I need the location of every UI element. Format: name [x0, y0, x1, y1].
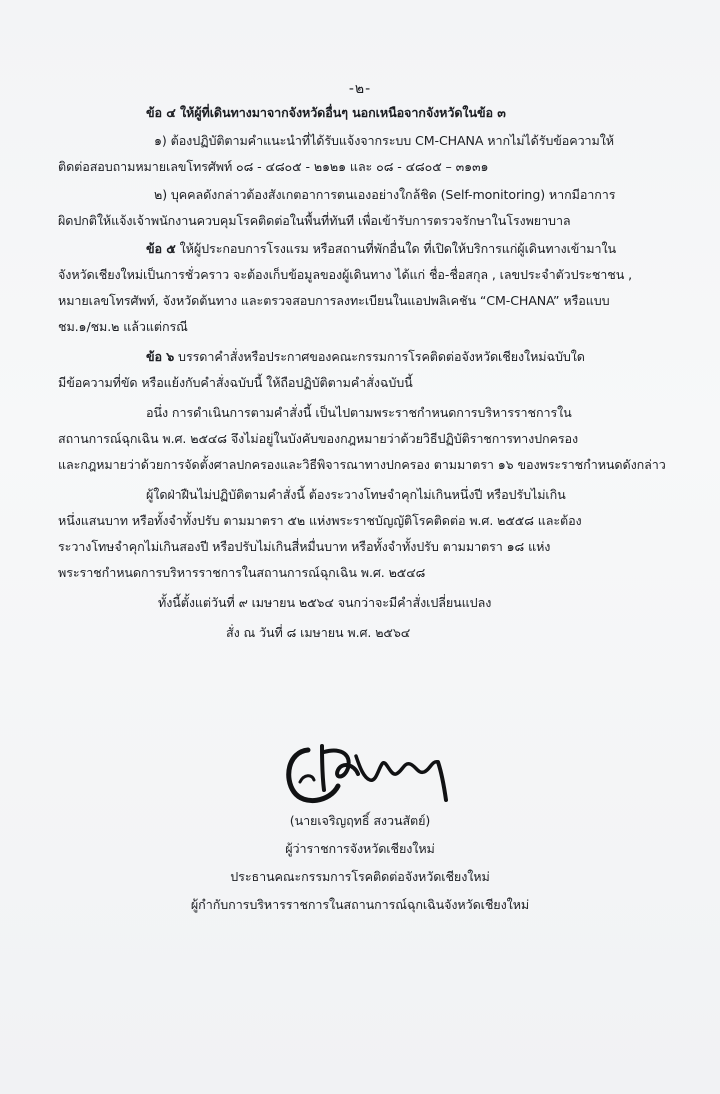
penalty-line-4: พระราชกำหนดการบริหารราชการในสถานการณ์ฉุกเฉิน พ.ศ. ๒๕๔๘	[58, 565, 426, 580]
order-date: สั่ง ณ วันที่ ๘ เมษายน พ.ศ. ๒๕๖๔	[226, 625, 411, 640]
signer-title-emergency-supervisor: ผู้กำกับการบริหารราชการในสถานการณ์ฉุกเฉินจังหวัดเชียงใหม่	[190, 897, 530, 912]
penalty-line-3: ระวางโทษจำคุกไม่เกินสองปี หรือปรับไม่เกินสี่หมื่นบาท หรือทั้งจำทั้งปรับ ตามมาตรา ๑๘ แห่ง	[58, 539, 551, 554]
clause-4-item-1-line-1: ๑) ต้องปฏิบัติตามคำแนะนำที่ได้รับแจ้งจากระบบ CM-CHANA หากไม่ได้รับข้อความให้	[154, 133, 614, 148]
penalty-line-2: หนึ่งแสนบาท หรือทั้งจำทั้งปรับ ตามมาตรา ๕๒ แห่งพระราชบัญญัติโรคติดต่อ พ.ศ. ๒๕๕๘ และต้อง	[58, 513, 582, 528]
clause-5-line-2: จังหวัดเชียงใหม่เป็นการชั่วคราว จะต้องเก็บข้อมูลของผู้เดินทาง ได้แก่ ชื่อ-ชื่อสกุล , เลขประจำตัวประชาชน ,	[58, 267, 633, 282]
clause-5-label: ข้อ ๕	[146, 241, 176, 256]
page-number: -๒-	[348, 81, 372, 97]
clause-5-line-1	[146, 240, 616, 258]
signer-name: (นายเจริญฤทธิ์ สงวนสัตย์)	[289, 813, 431, 828]
clause-6-line-1	[146, 348, 585, 366]
clause-5-line-3: หมายเลขโทรศัพท์, จังหวัดต้นทาง และตรวจสอบการลงทะเบียนในแอปพลิเคชัน “CM-CHANA” หรือแบบ	[58, 293, 610, 308]
clause-4-item-2-line-2: ผิดปกติให้แจ้งเจ้าพนักงานควบคุมโรคติดต่อในพื้นที่ทันที เพื่อเข้ารับการตรวจรักษาในโรงพยาบาล	[58, 213, 571, 228]
clause-6-line-2: มีข้อความที่ขัด หรือแย้งกับคำสั่งฉบับนี้ ให้ถือปฏิบัติตามคำสั่งฉบับนี้	[58, 375, 413, 390]
note-line-3: และกฎหมายว่าด้วยการจัดตั้งศาลปกครองและวิธีพิจารณาทางปกครอง ตามมาตรา ๑๖ ของพระราชกำหนดดังกล่าว	[58, 457, 666, 472]
note-line-1: อนึ่ง การดำเนินการตามคำสั่งนี้ เป็นไปตามพระราชกำหนดการบริหารราชการใน	[146, 405, 572, 420]
clause-4-heading: ข้อ ๔ ให้ผู้ที่เดินทางมาจากจังหวัดอื่นๆ นอกเหนือจากจังหวัดในข้อ ๓	[146, 105, 506, 120]
clause-5-line-1-text: ให้ผู้ประกอบการโรงแรม หรือสถานที่พักอื่นใด ที่เปิดให้บริการแก่ผู้เดินทางเข้ามาใน	[175, 241, 617, 256]
clause-6-label: ข้อ ๖	[146, 349, 175, 364]
signer-title-committee-chair: ประธานคณะกรรมการโรคติดต่อจังหวัดเชียงใหม่	[230, 869, 490, 884]
penalty-line-1: ผู้ใดฝ่าฝืนไม่ปฏิบัติตามคำสั่งนี้ ต้องระวางโทษจำคุกไม่เกินหนึ่งปี หรือปรับไม่เกิน	[146, 487, 566, 502]
clause-4-item-1-line-2: ติดต่อสอบถามหมายเลขโทรศัพท์ ๐๘ - ๔๘๐๕ - ๒๑๒๑ และ ๐๘ - ๔๘๐๕ – ๓๑๓๑	[58, 159, 489, 174]
signature	[278, 730, 468, 810]
effective-date: ทั้งนี้ตั้งแต่วันที่ ๙ เมษายน ๒๕๖๔ จนกว่าจะมีคำสั่งเปลี่ยนแปลง	[158, 595, 492, 610]
clause-4-item-2-line-1: ๒) บุคคลดังกล่าวต้องสังเกตอาการตนเองอย่างใกล้ชิด (Self-monitoring) หากมีอาการ	[154, 187, 616, 202]
clause-6-line-1-text: บรรดาคำสั่งหรือประกาศของคณะกรรมการโรคติดต่อจังหวัดเชียงใหม่ฉบับใด	[174, 349, 585, 364]
signer-title-governor: ผู้ว่าราชการจังหวัดเชียงใหม่	[285, 841, 435, 856]
note-line-2: สถานการณ์ฉุกเฉิน พ.ศ. ๒๕๔๘ จึงไม่อยู่ในบังคับของกฎหมายว่าด้วยวิธีปฏิบัติราชการทางปกครอง	[58, 431, 579, 446]
clause-5-line-4: ชม.๑/ชม.๒ แล้วแต่กรณี	[58, 319, 188, 334]
